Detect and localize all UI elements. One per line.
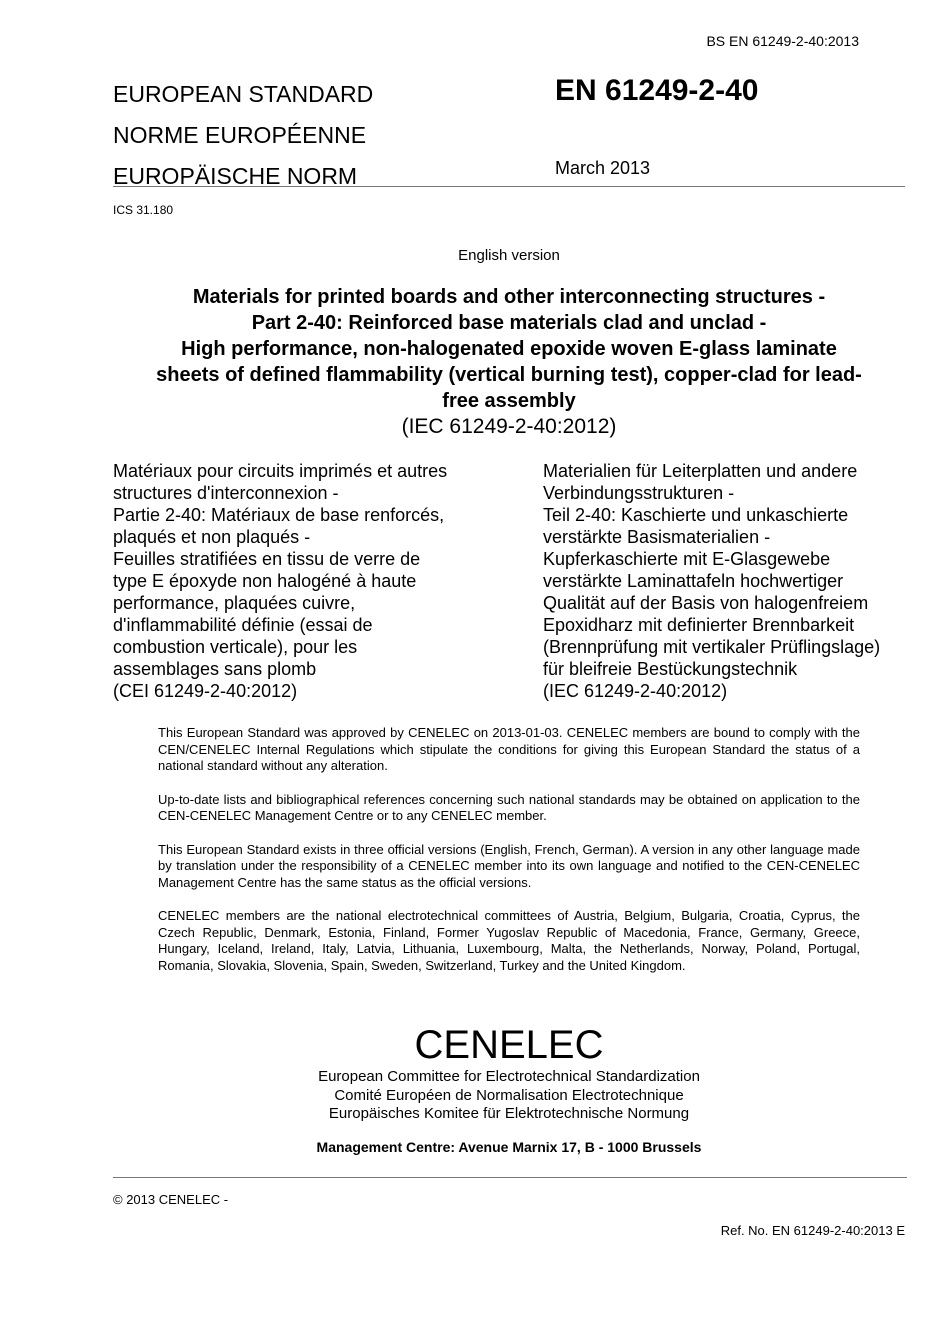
version-label: English version (458, 247, 560, 264)
management-centre-address: Management Centre: Avenue Marnix 17, B - 1000 Brussels (316, 1139, 702, 1155)
standard-name-en: EUROPEAN STANDARD (113, 81, 374, 107)
french-title-line: Feuilles stratifiées en tissu de verre de (113, 549, 421, 569)
organization-block (0, 1022, 950, 1124)
publication-date: March 2013 (555, 158, 651, 178)
german-title-line: Epoxidharz mit definierter Brennbarkeit (543, 615, 855, 635)
french-title-line: combustion verticale), pour les (113, 637, 358, 657)
copyright: © 2013 CENELEC - (113, 1192, 229, 1207)
organization-name: CENELEC (414, 1023, 604, 1067)
german-title-line: Teil 2-40: Kaschierte und unkaschierte (543, 505, 849, 525)
german-title-line: Qualität auf der Basis von halogenfreiem (543, 593, 869, 613)
organization-name-de: Europäisches Komitee für Elektrotechnische Normung (328, 1105, 690, 1122)
french-title-line: structures d'interconnexion - (113, 483, 339, 503)
note-paragraph: This European Standard was approved by CENELEC on 2013-01-03. CENELEC members are bound to comply with the CEN/CENELEC Internal Regulations which stipulate the conditions for giving this European Standard the status of a national standard without any alteration. (158, 725, 860, 773)
document-title (110, 284, 908, 440)
bs-reference: BS EN 61249-2-40:2013 (706, 33, 859, 49)
german-title-line: (IEC 61249-2-40:2012) (543, 681, 728, 701)
standard-name-de: EUROPÄISCHE NORM (113, 163, 358, 189)
organization-name-en: European Committee for Electrotechnical Standardization (318, 1068, 700, 1085)
title-line: Materials for printed boards and other interconnecting structures - (192, 286, 826, 308)
note-paragraph: CENELEC members are the national electrotechnical committees of Austria, Belgium, Bulgaria, Croatia, Cyprus, the Czech Republic, Denmark, Estonia, Finland, Former Yugoslav Republic of Macedonia, France, Germany, Greece, Hungary, Iceland, Ireland, Italy, Latvia, Lithuania, Luxembourg, Malta, the Netherlands, Norway, Poland, Portugal, Romania, Slovakia, Slovenia, Spain, Sweden, Switzerland, Turkey and the United Kingdom. (158, 908, 860, 973)
french-title (113, 460, 447, 702)
title-line: free assembly (442, 390, 576, 412)
ics-code: ICS 31.180 (113, 203, 174, 217)
title-line: Part 2-40: Reinforced base materials clad and unclad - (251, 312, 767, 334)
french-title-line: assemblages sans plomb (113, 659, 317, 679)
organization-name-fr: Comité Européen de Normalisation Electrotechnique (334, 1086, 684, 1104)
french-title-line: Matériaux pour circuits imprimés et autres (113, 461, 448, 481)
standard-names (113, 74, 373, 197)
german-title-line: Verbindungsstrukturen - (543, 483, 735, 503)
german-title-line: für bleifreie Bestückungstechnik (543, 659, 798, 679)
german-title-line: verstärkte Laminattafeln hochwertiger (543, 571, 844, 591)
header-divider (113, 186, 905, 187)
note-paragraph: This European Standard exists in three official versions (English, French, German). A version in any other language made by translation under the responsibility of a CENELEC member into its own language and notified to the CEN-CENELEC Management Centre has the same status as the official versions. (158, 841, 860, 890)
standard-number: EN 61249-2-40 (555, 74, 759, 107)
french-title-line: Partie 2-40: Matériaux de base renforcés, (113, 505, 445, 525)
german-title-line: verstärkte Basismaterialien - (543, 527, 771, 547)
title-iec-reference: (IEC 61249-2-40:2012) (401, 415, 617, 438)
footer-divider (113, 1177, 907, 1178)
title-line: High performance, non-halogenated epoxide woven E-glass laminate (181, 338, 837, 360)
note-paragraph: Up-to-date lists and bibliographical references concerning such national standards may be obtained on application to the CEN-CENELEC Management Centre or to any CENELEC member. (158, 791, 860, 823)
approval-notes (158, 725, 860, 991)
german-title-line: Kupferkaschierte mit E-Glasgewebe (543, 549, 831, 569)
french-title-line: plaqués et non plaqués - (113, 527, 311, 547)
french-title-line: performance, plaquées cuivre, (113, 593, 356, 613)
german-title (543, 460, 880, 702)
french-title-line: d'inflammabilité définie (essai de (113, 615, 373, 635)
german-title-line: (Brennprüfung mit vertikaler Prüflingslage) (543, 637, 881, 657)
french-title-line: type E époxyde non halogéné à haute (113, 571, 417, 591)
german-title-line: Materialien für Leiterplatten und andere (543, 461, 858, 481)
reference-number: Ref. No. EN 61249-2-40:2013 E (720, 1223, 905, 1238)
french-title-line: (CEI 61249-2-40:2012) (113, 681, 298, 701)
title-line: sheets of defined flammability (vertical burning test), copper-clad for lead- (156, 364, 862, 386)
standard-name-fr: NORME EUROPÉENNE (113, 122, 367, 148)
